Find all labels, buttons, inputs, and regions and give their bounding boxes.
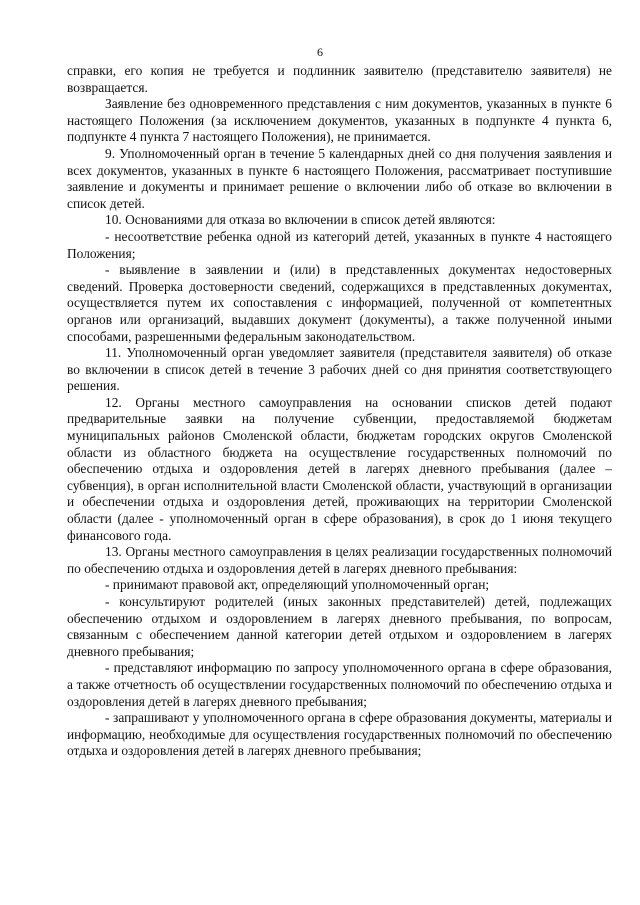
paragraph: справки, его копия не требуется и подлинник заявителю (представителю заявителя) не возвращается. xyxy=(67,63,612,95)
paragraph: 12. Органы местного самоуправления на основании списков детей подают предварительные заявки на получение субвенции, предоставляемой бюджетам муниципальных районов Смоленской области, бюджетам городских округов Смоленской области из областного бюджета на осуществление государственных полномочий по обеспечению отдыха и оздоровления детей в лагерях дневного пребывания (далее – субвенция), в орган исполнительной власти Смоленской области, участвующий в организации и обеспечении отдыха и оздоровления детей, проживающих на территории Смоленской области (далее - уполномоченный орган в сфере образования), в срок до 1 июня текущего финансового года. xyxy=(67,394,612,543)
paragraph: - консультируют родителей (иных законных представителей) детей, подлежащих обеспечению отдыхом и оздоровлением в лагерях дневного пребывания, по вопросам, связанным с обеспечением данной категории детей отдыхом и оздоровлением в лагерях дневного пребывания; xyxy=(67,594,612,659)
paragraph: 11. Уполномоченный орган уведомляет заявителя (представителя заявителя) об отказе во включении в список детей в течение 3 рабочих дней со дня принятия соответствующего решения. xyxy=(67,345,612,394)
paragraph: - представляют информацию по запросу уполномоченного органа в сфере образования, а также отчетность об осуществлении государственных полномочий по обеспечению отдыха и оздоровления детей в лагерях дневного пребывания; xyxy=(67,660,612,709)
paragraph: - выявление в заявлении и (или) в представленных документах недостоверных сведений. Проверка достоверности сведений, содержащихся в представленных документах, осуществляется путем их сопоставления с информацией, полученной от компетентных органов или организаций, выдавших документ (документы), а также полученной иными способами, разрешенными федеральным законодательством. xyxy=(67,262,612,344)
page-number: 6 xyxy=(317,45,323,59)
paragraph: 9. Уполномоченный орган в течение 5 календарных дней со дня получения заявления и всех документов, указанных в пункте 6 настоящего Положения, рассматривает поступившие заявление и документы и принимает решение о включении либо об отказе во включении в список детей. xyxy=(67,145,612,211)
paragraph: - запрашивают у уполномоченного органа в сфере образования документы, материалы и информацию, необходимые для осуществления государственных полномочий по обеспечению отдыха и оздоровления детей в лагерях дневного пребывания; xyxy=(67,710,612,759)
paragraph: 10. Основаниями для отказа во включении в список детей являются: xyxy=(105,212,496,228)
paragraph: 13. Органы местного самоуправления в целях реализации государственных полномочий по обеспечению отдыха и оздоровления детей в лагерях дневного пребывания: xyxy=(67,544,612,576)
paragraph: - несоответствие ребенка одной из категорий детей, указанных в пункте 4 настоящего Положения; xyxy=(67,228,612,261)
paragraph: Заявление без одновременного представления с ним документов, указанных в пункте 6 настоящего Положения (за исключением документов, указанных в подпункте 4 пункта 6, подпункте 4 пункта 7 настоящего Положения), не принимается. xyxy=(67,96,612,145)
document-body xyxy=(67,63,612,760)
paragraph: - принимают правовой акт, определяющий уполномоченный орган; xyxy=(105,577,490,593)
